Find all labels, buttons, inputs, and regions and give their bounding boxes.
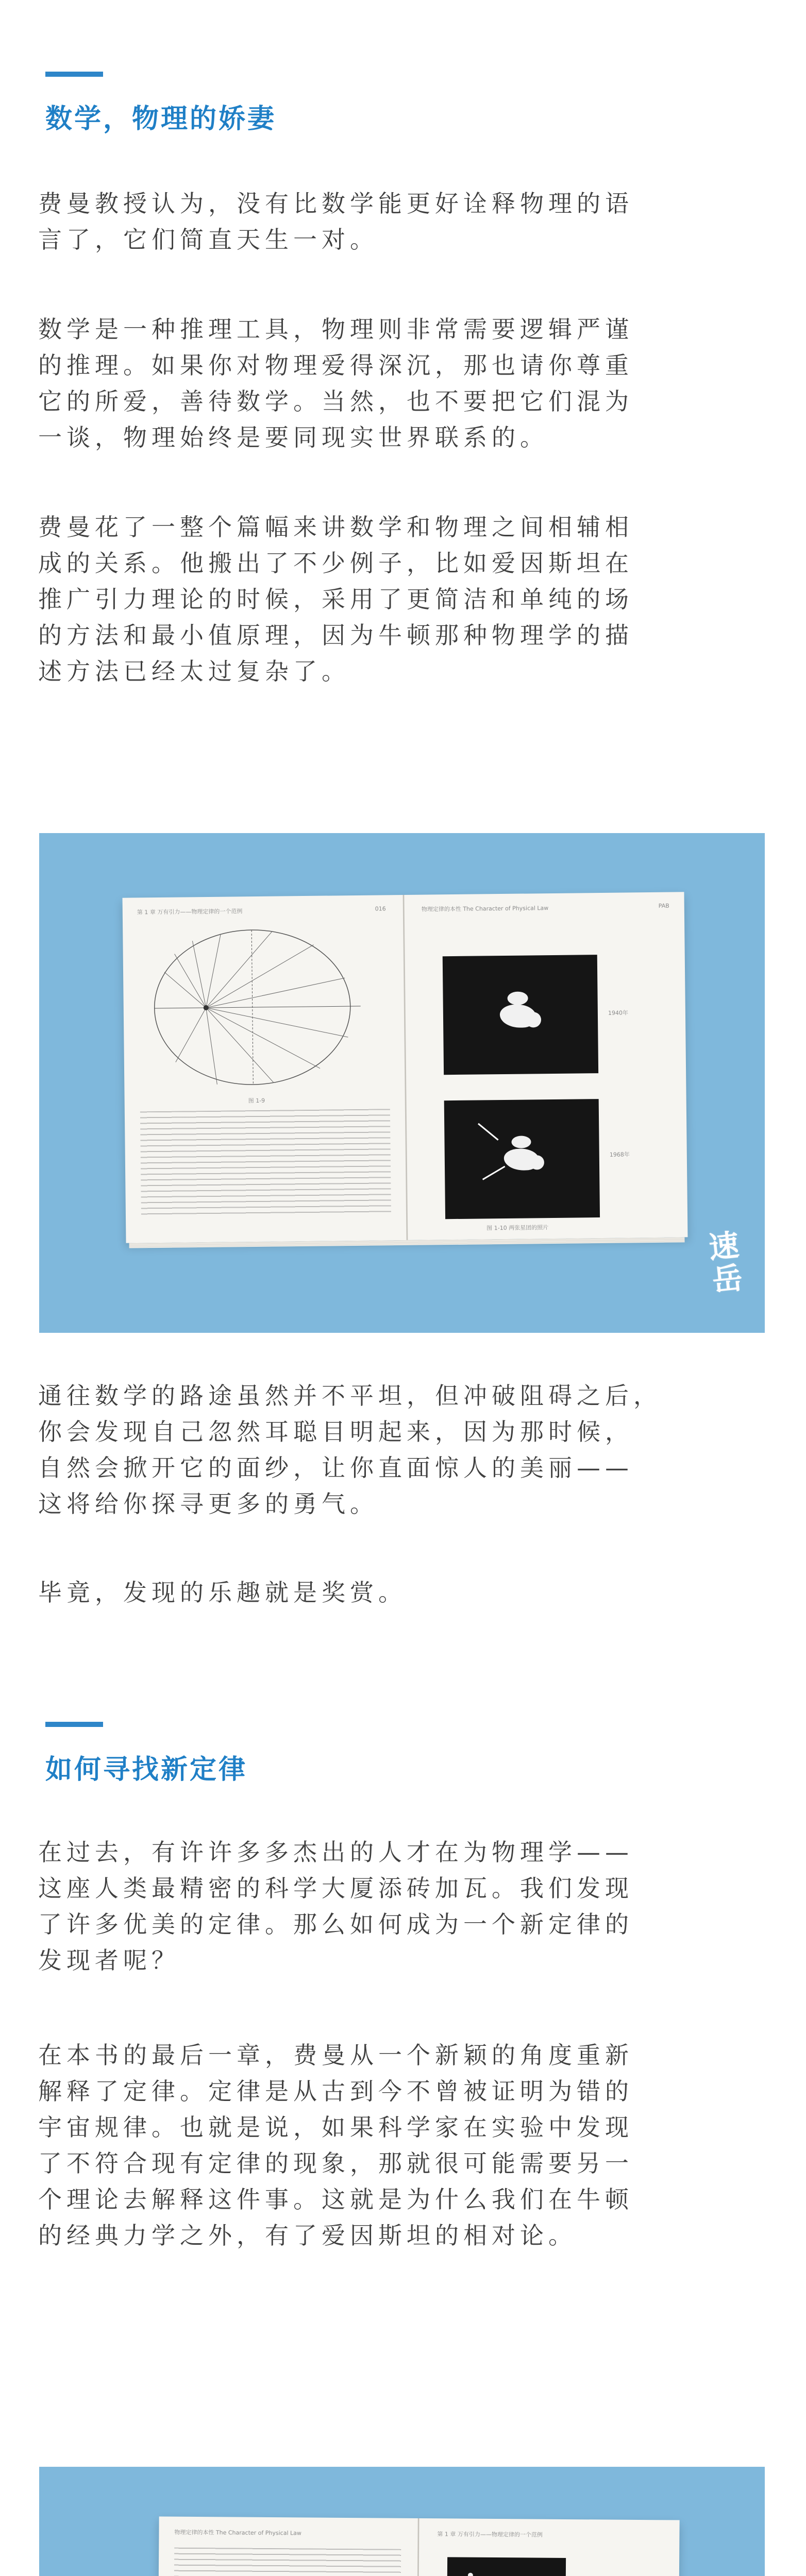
right-page-runhead: 第 1 章 万有引力——物理定律的一个范例: [437, 2531, 543, 2538]
plate-caption: 图 1-10 两张星团的照片: [486, 1224, 549, 1232]
section-accent-bar-law: [45, 1722, 103, 1727]
section-accent-bar-math: [45, 72, 103, 77]
section-title-math: 数学，物理的娇妻: [45, 104, 277, 134]
book-spine: [415, 2518, 419, 2576]
right-page-number: PAB: [658, 902, 669, 909]
star-cluster-plate-top: [443, 955, 598, 1075]
figure-label: 图 1-9: [248, 1097, 265, 1105]
paragraph-law-2: 在本书的最后一章，费曼从一个新颖的角度重新 解释了定律。定律是从古到今不曾被证明为错的 宇宙规律。也就是说，如果科学家在实验中发现 了不符合现有定律的现象，那就很可能需要另一 个理论去解释这件事。这就是为什么我们在牛顿 的经典力学之外，有了爱因斯坦的相对论。: [38, 2041, 633, 2249]
open-book: [156, 2516, 679, 2576]
paragraph-math-2: 数学是一种推理工具，物理则非常需要逻辑严谨 的推理。如果你对物理爱得深沉，那也请你尊重 它的所爱，善待数学。当然，也不要把它们混为 一谈，物理始终是要同现实世界联系的。: [38, 315, 633, 451]
left-page-number: 016: [375, 905, 386, 912]
left-page-runhead: 第 1 章 万有引力——物理定律的一个范例: [137, 908, 243, 916]
plate-date-top: 1940年: [608, 1009, 628, 1016]
ellipse-orbit-diagram: [143, 921, 372, 1094]
star-cluster-plate-bottom: [444, 1099, 600, 1219]
paragraph-math-1: 费曼教授认为，没有比数学能更好诠释物理的语 言了，它们简直天生一对。: [38, 190, 633, 253]
book-photo-gravity: [39, 833, 765, 1333]
book-spine: [402, 895, 408, 1240]
calligraphy-seal: 速 岳: [707, 1227, 744, 1298]
plate-date-bottom: 1968年: [609, 1151, 630, 1158]
paragraph-math-4: 通往数学的路途虽然并不平坦，但冲破阻碍之后， 你会发现自己忽然耳聪目明起来，因为那时候， 自然会掀开它的面纱，让你直面惊人的美丽—— 这将给你探寻更多的勇气。: [38, 1382, 662, 1518]
section-title-law: 如何寻找新定律: [45, 1754, 248, 1785]
right-page-runhead: 物理定律的本性 The Character of Physical Law: [421, 905, 549, 913]
left-page-runhead: 物理定律的本性 The Character of Physical Law: [174, 2529, 301, 2537]
open-book: [123, 892, 688, 1243]
book-photo-star-plates: [39, 2467, 765, 2576]
left-page-text: [140, 1109, 391, 1217]
paragraph-math-5: 毕竟，发现的乐趣就是奖赏。: [38, 1579, 407, 1606]
paragraph-law-1: 在过去，有许许多多杰出的人才在为物理学—— 这座人类最精密的科学大厦添砖加瓦。我们发现 了许多优美的定律。那么如何成为一个新定律的 发现者呢？: [38, 1838, 633, 1974]
paragraph-math-3: 费曼花了一整个篇幅来讲数学和物理之间相辅相 成的关系。他搬出了不少例子，比如爱因斯坦在 推广引力理论的时候，采用了更简洁和单纯的场 的方法和最小值原理，因为牛顿那种物理学的描 述方法已经太过复杂了。: [38, 513, 633, 685]
star-plate-1: [447, 2557, 566, 2576]
left-page-text: [172, 2548, 401, 2576]
